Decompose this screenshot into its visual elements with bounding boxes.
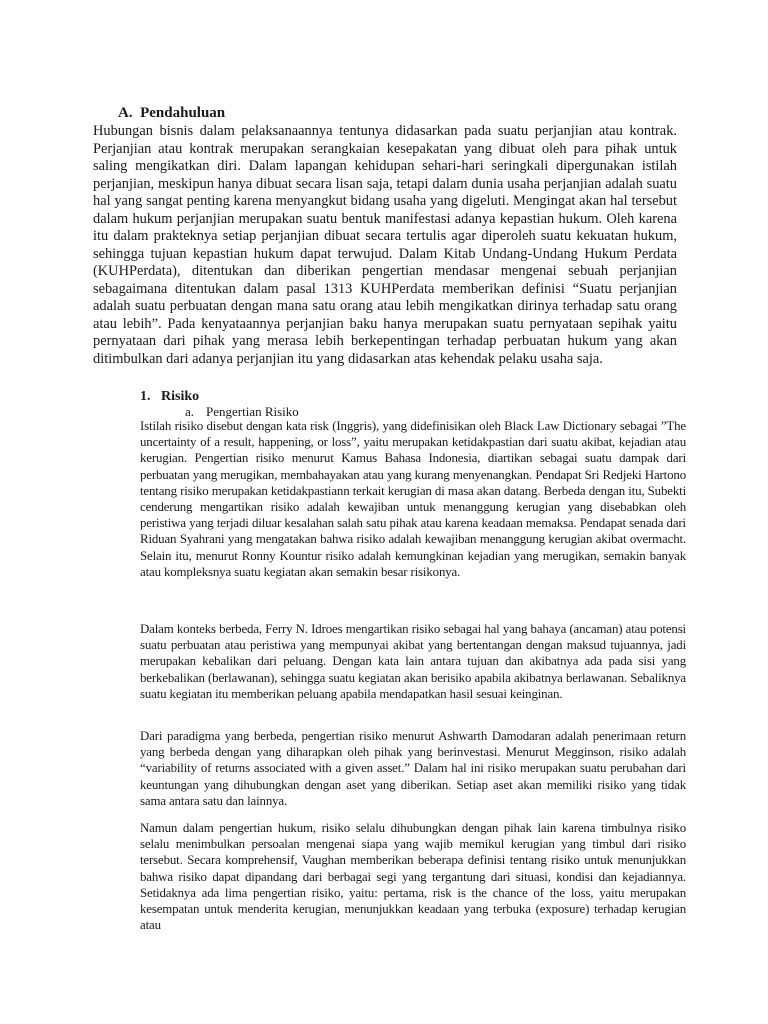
subsection-marker: 1. bbox=[140, 389, 151, 404]
subsection-title: Risiko bbox=[161, 389, 200, 404]
section-title: Pendahuluan bbox=[140, 105, 226, 121]
body-paragraph-3: Dari paradigma yang berbeda, pengertian risiko menurut Ashwarth Damodaran adalah penerimaan return yang berbeda dengan yang diharapkan oleh pihak yang berinvestasi. Menurut Megginson, risiko adalah “variability of returns associated with a given asset.” Dalam hal ini risiko merupakan suatu perubahan dari keuntungan yang dihubungkan dengan aset yang diberikan. Setiap aset akan memiliki risiko yang tidak sama antara satu dan lainnya. bbox=[140, 729, 686, 808]
section-heading bbox=[118, 104, 225, 122]
body-paragraph-1: Istilah risiko disebut dengan kata risk (Inggris), yang didefinisikan oleh Black Law Dictionary sebagai ”The uncertainty of a result, happening, or loss”, yaitu merupakan ketidakpastian dari suatu akibat, kejadian atau kerugian. Pengertian risiko menurut Kamus Bahasa Indonesia, diartikan sebagai suatu dampak dari perbuatan yang merugikan, membahayakan atau yang kurang menyenangkan. Pendapat Sri Redjeki Hartono tentang risiko merupakan ketidakpastiann terkait kerugian di masa akan datang. Berbeda dengan itu, Subekti cenderung mengartikan risiko adalah kewajiban untuk menanggung kerugian yang disebabkan oleh peristiwa yang terjadi diluar kesalahan salah satu pihak atau karena keadaan memaksa. Pendapat senada dari Riduan Syahrani yang mengatakan bahwa risiko adalah kewajiban menanggung kerugian akibat overmacht. Selain itu, menurut Ronny Kountur risiko adalah kemungkinan kejadian yang merugikan, semakin banyak atau kompleksnya suatu kegiatan akan semakin besar risikonya. bbox=[140, 419, 686, 579]
body-paragraph-2: Dalam konteks berbeda, Ferry N. Idroes mengartikan risiko sebagai hal yang bahaya (ancaman) atau potensi suatu perbuatan atau peristiwa yang mempunyai akibat yang bertentangan dengan maksud tujuannya, jadi merupakan kebalikan dari peluang. Dengan kata lain antara tujuan dan akibatnya ada pada sisi yang berkebalikan (berlawanan), sehingga suatu kegiatan akan berisiko apabila akibatnya berlawanan. Sebaliknya suatu kegiatan itu memberikan peluang apabila mendapatkan hasil sesuai keinginan. bbox=[140, 622, 686, 701]
intro-paragraph: Hubungan bisnis dalam pelaksanaannya tentunya didasarkan pada suatu perjanjian atau kontrak. Perjanjian atau kontrak merupakan serangkaian kesepakatan yang dibuat oleh para pihak untuk saling mengikatkan diri. Dalam lapangan kehidupan sehari-hari seringkali dipergunakan istilah perjanjian, meskipun hanya dibuat secara lisan saja, tetapi dalam dunia usaha perjanjian adalah suatu hal yang sangat penting karena menyangkut bidang usaha yang digeluti. Mengingat akan hal tersebut dalam hukum perjanjian merupakan suatu bentuk manifestasi adanya kepastian hukum. Oleh karena itu dalam prakteknya setiap perjanjian dibuat secara tertulis agar diperoleh suatu kekuatan hukum, sehingga tujuan kepastian hukum dapat terwujud. Dalam Kitab Undang-Undang Hukum Perdata (KUHPerdata), ditentukan dan diberikan pengertian mendasar mengenai sebuah perjanjian sebagaimana ditentukan dalam pasal 1313 KUHPerdata memberikan definisi “Suatu perjanjian adalah suatu perbuatan dengan mana satu orang atau lebih mengikatkan dirinya terhadap satu orang atau lebih”. Pada kenyataannya perjanjian baku hanya merupakan suatu pernyataan sepihak yaitu pernyataan dari pihak yang merasa lebih berkepentingan terhadap perbuatan hukum yang akan ditimbulkan dari adanya perjanjian itu yang didasarkan atas kehendak pelaku usaha saja. bbox=[93, 123, 677, 367]
subsection-heading bbox=[140, 388, 199, 405]
section-marker: A. bbox=[118, 105, 133, 121]
sub-item-marker: a. bbox=[185, 404, 195, 419]
sub-item-title: Pengertian Risiko bbox=[206, 404, 299, 419]
body-paragraph-4: Namun dalam pengertian hukum, risiko selalu dihubungkan dengan pihak lain karena timbulnya risiko selalu menimbulkan persoalan mengenai siapa yang wajib memikul kerugian yang timbul dari risiko tersebut. Secara komprehensif, Vaughan memberikan beberapa definisi tentang risiko untuk menunjukkan bahwa risiko dapat dipandang dari berbagai segi yang tergantung dari situasi, kondisi dan kejadiannya. Setidaknya ada lima pengertian risiko, yaitu: pertama, risk is the chance of the loss, yaitu merupakan kesempatan untuk menderita kerugian, menunjukkan keadaan yang terbuka (exposure) terhadap kerugian atau bbox=[140, 821, 686, 933]
